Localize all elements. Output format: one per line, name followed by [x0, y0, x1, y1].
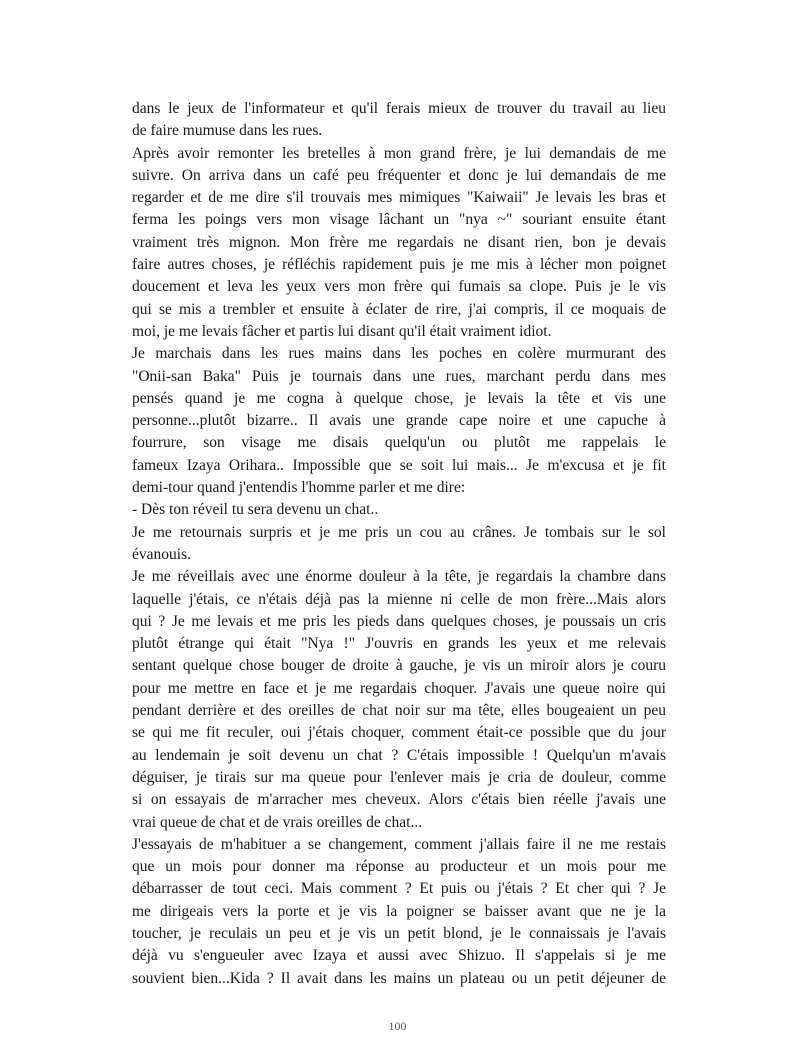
text-line: personne...plutôt bizarre.. Il avais une grande cape noire et une capuche à	[132, 412, 666, 430]
text-line: fourrure, son visage me disais quelqu'un ou plutôt me rappelais le	[132, 434, 666, 452]
text-line: demi-tour quand j'entendis l'homme parler et me dire:	[132, 479, 466, 497]
text-line: déjà vu s'engueuler avec Izaya et aussi avec Shizuo. Il s'appelais si je me	[132, 947, 666, 965]
text-line: qui se mis a trembler et ensuite à éclater de rire, j'ai compris, il ce moquais de	[132, 300, 666, 318]
text-line: laquelle j'étais, ce n'étais déjà pas la mienne ni celle de mon frère...Mais alors	[132, 590, 666, 608]
text-line: qui ? Je me levais et me pris les pieds dans quelques choses, je poussais un cris	[132, 612, 666, 630]
text-line: Je me réveillais avec une énorme douleur à la tête, je regardais la chambre dans	[132, 568, 666, 586]
text-line: de faire mumuse dans les rues.	[132, 122, 323, 140]
body-text	[132, 98, 666, 990]
text-line: que un mois pour donner ma réponse au producteur et un mois pour me	[132, 858, 666, 876]
text-line: doucement et leva les yeux vers mon frère qui fumais sa clope. Puis je le vis	[132, 278, 666, 296]
text-line: plutôt étrange qui était "Nya !" J'ouvris en grands les yeux et me relevais	[132, 635, 666, 653]
text-line: Après avoir remonter les bretelles à mon grand frère, je lui demandais de me	[132, 144, 666, 162]
text-line: Je marchais dans les rues mains dans les poches en colère murmurant des	[132, 345, 666, 363]
text-line: "Onii-san Baka" Puis je tournais dans une rues, marchant perdu dans mes	[132, 367, 666, 385]
text-line: toucher, je reculais un peu et je vis un petit blond, je le connaissais je l'avais	[132, 924, 666, 942]
text-line: moi, je me levais fâcher et partis lui disant qu'il était vraiment idiot.	[132, 322, 552, 340]
text-line: Je me retournais surpris et je me pris un cou au crânes. Je tombais sur le sol	[132, 523, 666, 541]
text-line: se qui me fit reculer, oui j'étais choquer, comment était-ce possible que du jour	[132, 724, 666, 742]
text-line: fameux Izaya Orihara.. Impossible que se soit lui mais... Je m'excusa et je fit	[132, 456, 666, 474]
text-line: faire autres choses, je réfléchis rapidement puis je me mis à lécher mon poignet	[132, 256, 666, 274]
text-line: pour me mettre en face et je me regardais choquer. J'avais une queue noire qui	[132, 679, 666, 697]
text-line: débarrasser de tout ceci. Mais comment ? Et puis ou j'étais ? Et cher qui ? Je	[132, 880, 666, 898]
text-line: déguiser, je tirais sur ma queue pour l'enlever mais je cria de douleur, comme	[132, 768, 666, 786]
text-line: dans le jeux de l'informateur et qu'il ferais mieux de trouver du travail au lieu	[132, 100, 666, 117]
text-line: au lendemain je soit devenu un chat ? C'étais impossible ! Quelqu'un m'avais	[132, 746, 666, 764]
text-line: regarder et de me dire s'il trouvais mes mimiques "Kaiwaii" Je levais les bras et	[132, 189, 666, 207]
text-line: vraiment très mignon. Mon frère me regardais ne disant rien, bon je devais	[132, 233, 666, 251]
text-line: si on essayais de m'arracher mes cheveux. Alors c'étais bien réelle j'avais une	[132, 791, 666, 809]
text-line: ferma les poings vers mon visage lâchant un "nya ~" souriant ensuite étant	[132, 211, 666, 229]
text-line: pendant derrière et des oreilles de chat noir sur ma tête, elles bougeaient un peu	[132, 702, 666, 720]
text-line: J'essayais de m'habituer a se changement, comment j'allais faire il ne me restais	[132, 835, 666, 853]
text-line: suivre. On arriva dans un café peu fréquenter et donc je lui demandais de me	[132, 166, 666, 184]
text-line: souvient bien...Kida ? Il avait dans les mains un plateau ou un petit déjeuner de	[132, 969, 666, 987]
text-line: - Dès ton réveil tu sera devenu un chat..	[132, 501, 379, 519]
text-line: évanouis.	[132, 545, 191, 563]
text-line: vrai queue de chat et de vrais oreilles de chat...	[132, 813, 423, 831]
text-line: pensés quand je me cogna à quelque chose, je levais la tête et vis une	[132, 389, 666, 407]
page-number: 100	[388, 1019, 407, 1033]
text-line: me dirigeais vers la porte et je vis la poigner se baisser avant que ne je la	[132, 902, 666, 920]
text-line: sentant quelque chose bouger de droite à gauche, je vis un miroir alors je couru	[132, 657, 666, 675]
